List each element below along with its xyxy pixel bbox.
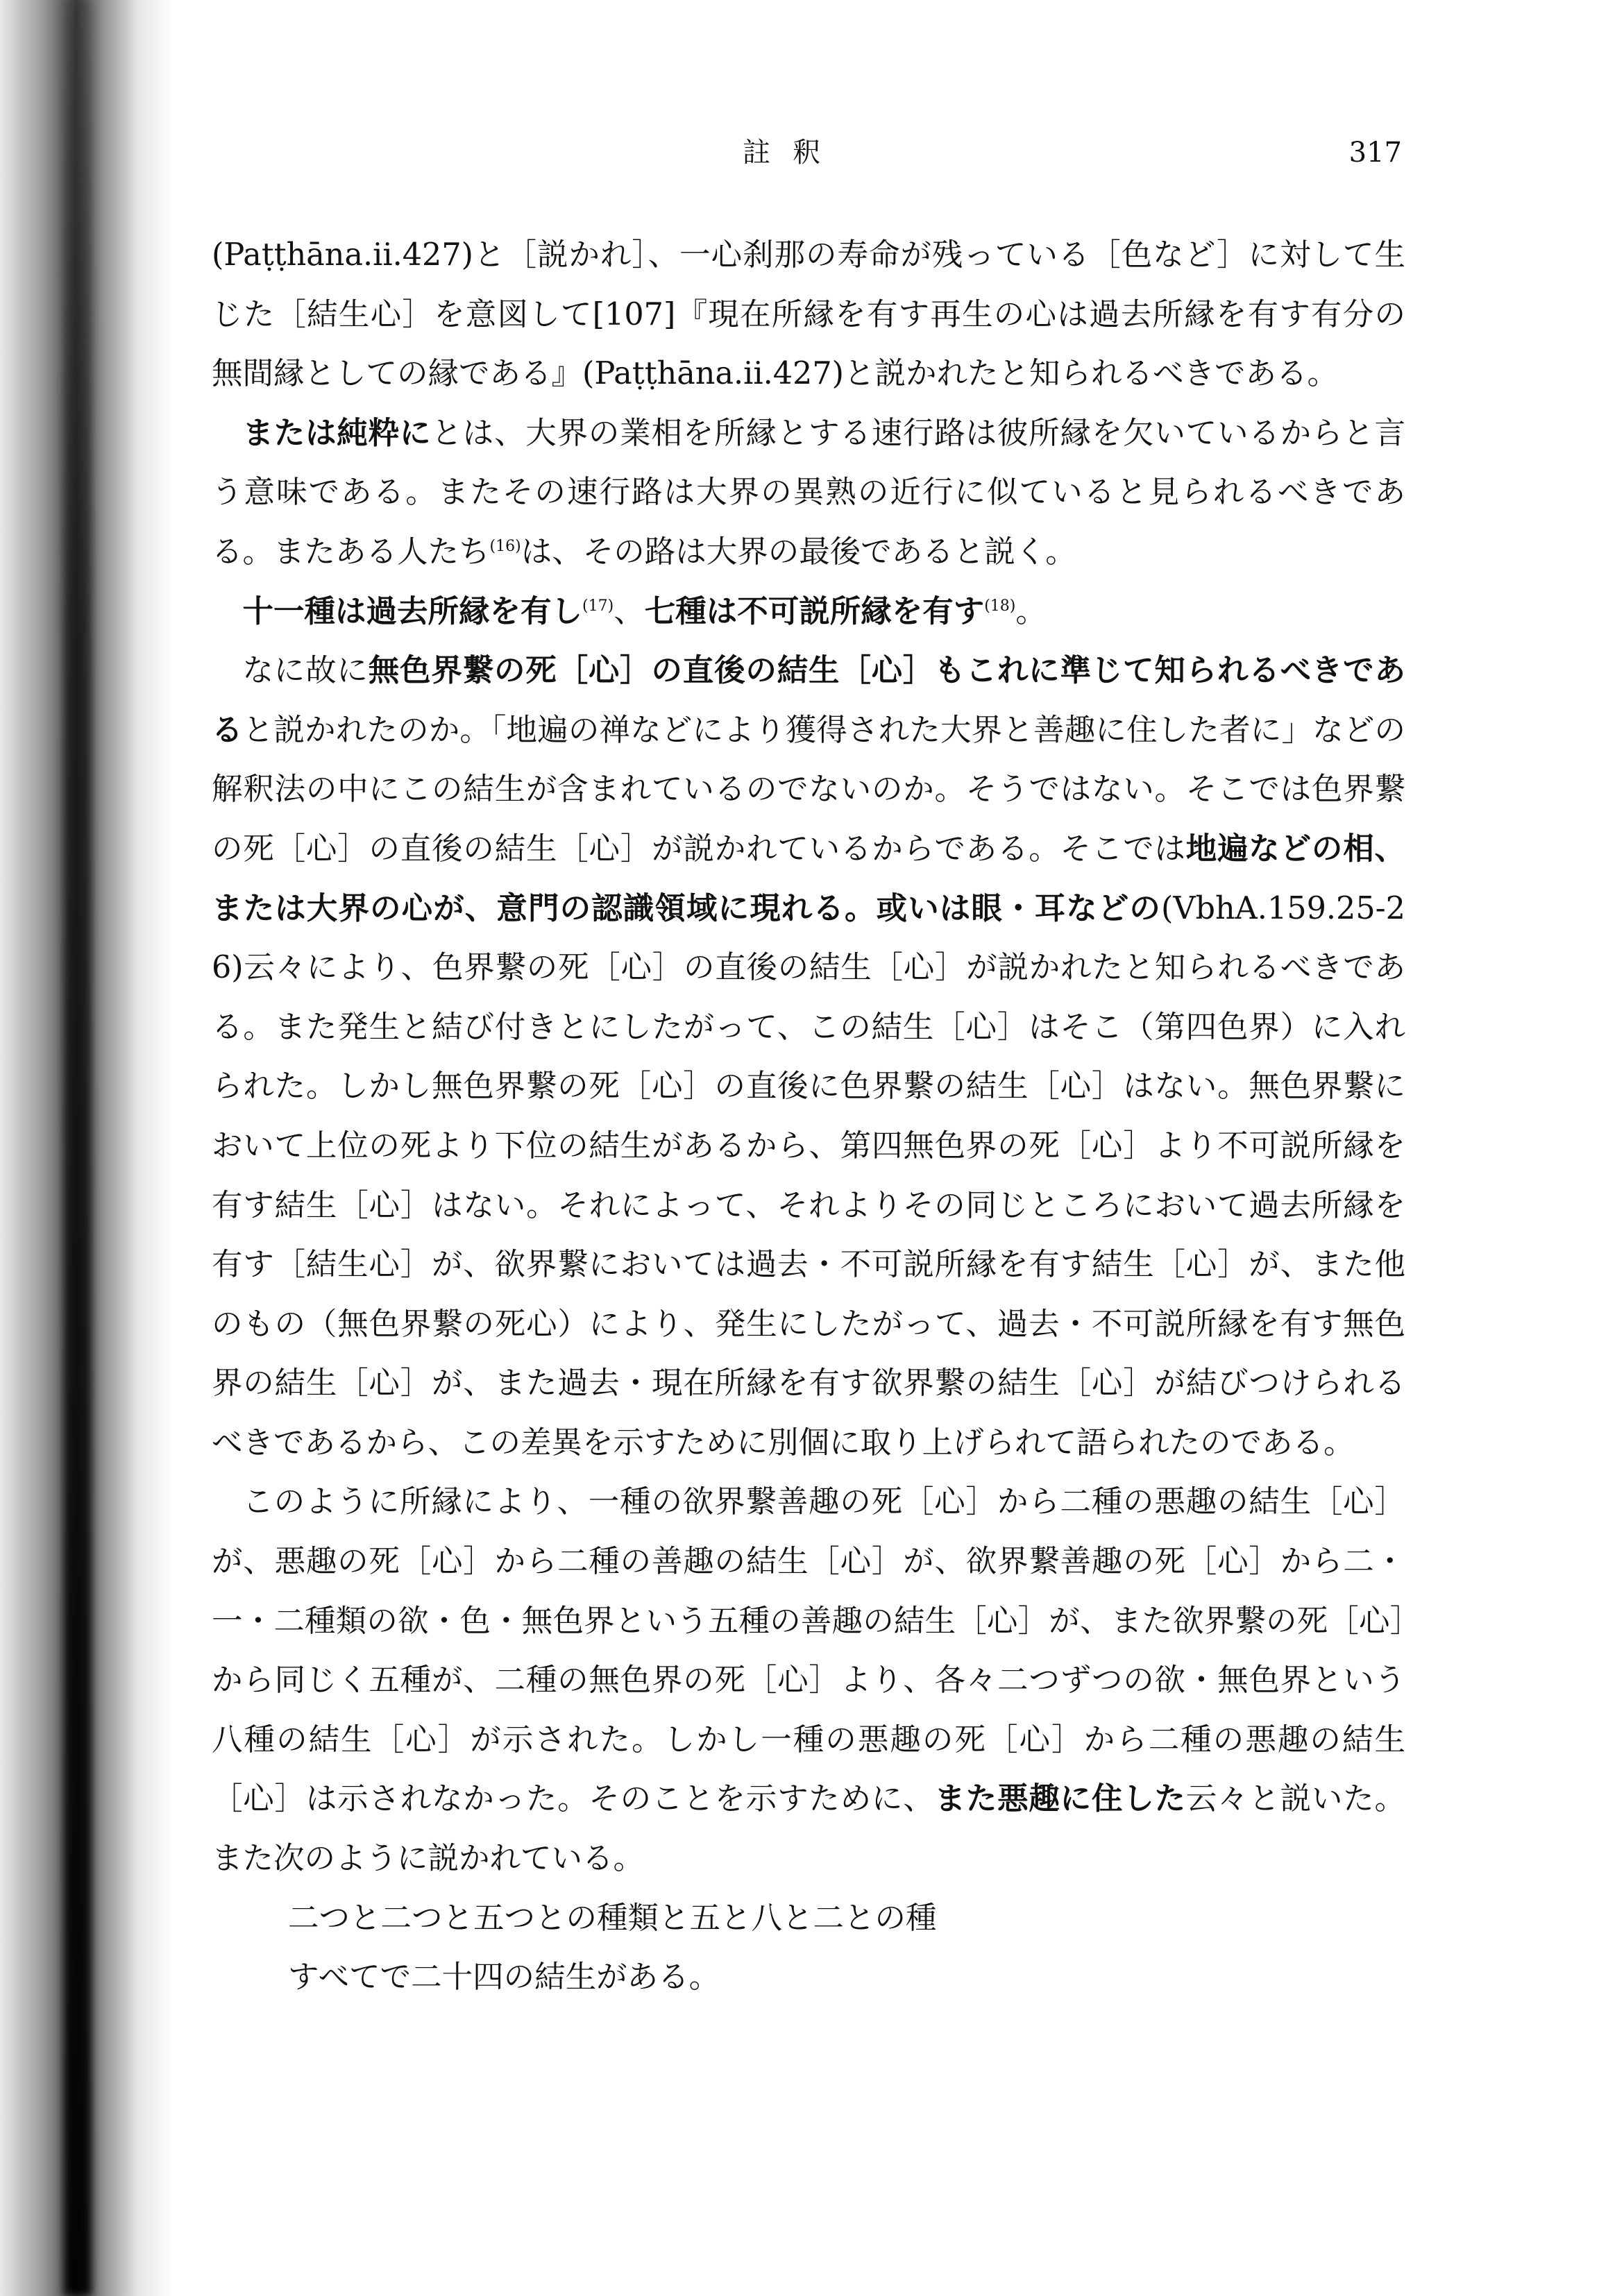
page-header [208, 132, 1402, 180]
text-run: 云々と説いた。また次のように説かれている。 [212, 1781, 1405, 1877]
emphasized-text: 地遍などの相、または大界の心が、意門の認識領域に現れる。或いは眼・耳などの [212, 830, 1405, 926]
page-number: 317 [1348, 137, 1402, 169]
text-run: 。 [1015, 593, 1047, 629]
paragraph [212, 404, 1405, 582]
paragraph [212, 1472, 1405, 1888]
text-run: とは、大界の業相を所縁とする速行路は彼所縁を欠いているからと言う意味である。またその速行路は大界の異熟の近行に似ていると見られるべきである。またある人たち [212, 415, 1405, 570]
emphasized-text: 無色界繋の死［心］の直後の結生［心］もこれに準じて知られるべきである [212, 652, 1405, 748]
text-run: 、 [614, 593, 645, 629]
text-run: (VbhA.159.25-26)云々により、色界繋の死［心］の直後の結生［心］が説かれたと知られるべきである。また発生と結び付きとにしたがって、この結生［心］はそこ（第四色界）に入れられた。しかし無色界繋の死［心］の直後に色界繋の結生［心］はない。無色界繋において上位の死より下位の結生があるから、第四無色界の死［心］より不可説所縁を有す結生［心］はない。それによって、それよりその同じところにおいて過去所縁を有す［結生心］が、欲界繋においては過去・不可説所縁を有す結生［心］が、また他のもの（無色界繋の死心）により、発生にしたがって、過去・不可説所縁を有す無色界の結生［心］が、また過去・現在所縁を有す欲界繋の結生［心］が結びつけられるべきであるから、この差異を示すために別個に取り上げられて語られたのである。 [212, 890, 1405, 1461]
verse-line: すべてで二十四の結生がある。 [288, 1959, 720, 1996]
binding-gutter-edge [64, 0, 92, 2296]
text-run: は、その路は大界の最後であると説く。 [521, 534, 1076, 570]
verse-line: 二つと二つと五つとの種類と五と八と二との種 [288, 1900, 937, 1936]
paragraph [212, 582, 1405, 642]
emphasized-text: または純粋に [242, 414, 432, 451]
emphasized-text: 七種は不可説所縁を有す [644, 593, 985, 629]
note-reference: (17) [582, 597, 614, 615]
emphasized-text: また悪趣に住した [934, 1780, 1186, 1817]
text-run: (Paṭṭhāna.ii.427)と［説かれ］、一心刹那の寿命が残っている［色など］に対して生じた［結生心］を意図して[107]『現在所縁を有す再生の心は過去所縁を有す有分の無間縁としての縁である』(Paṭṭhāna.ii.427)と説かれたと知られるべきである。 [212, 237, 1405, 392]
paragraph [212, 641, 1405, 1472]
text-run: なに故に [242, 653, 369, 689]
verse [212, 1889, 1405, 2007]
note-reference: (16) [489, 538, 521, 556]
body-text [212, 226, 1405, 2007]
text-run: このように所縁により、一種の欲界繋善趣の死［心］から二種の悪趣の結生［心］が、悪趣の死［心］から二種の善趣の結生［心］が、欲界繋善趣の死［心］から二・一・二種類の欲・色・無色界という五種の善趣の結生［心］が、また欲界繋の死［心］から同じく五種が、二種の無色界の死［心］より、各々二つずつの欲・無色界という八種の結生［心］が示された。しかし一種の悪趣の死［心］から二種の悪趣の結生［心］は示されなかった。そのことを示すために、 [212, 1484, 1405, 1817]
note-reference: (18) [984, 597, 1016, 615]
text-run: と説かれたのか。「地遍の禅などにより獲得された大界と善趣に住した者に」などの解釈法の中にこの結生が含まれているのでないのか。そうではない。そこでは色界繋の死［心］の直後の結生［心］が説かれているからである。そこでは [212, 712, 1405, 867]
emphasized-text: 十一種は過去所縁を有し [242, 593, 583, 629]
paragraph [212, 226, 1405, 404]
running-title: 註釈 [743, 137, 843, 169]
